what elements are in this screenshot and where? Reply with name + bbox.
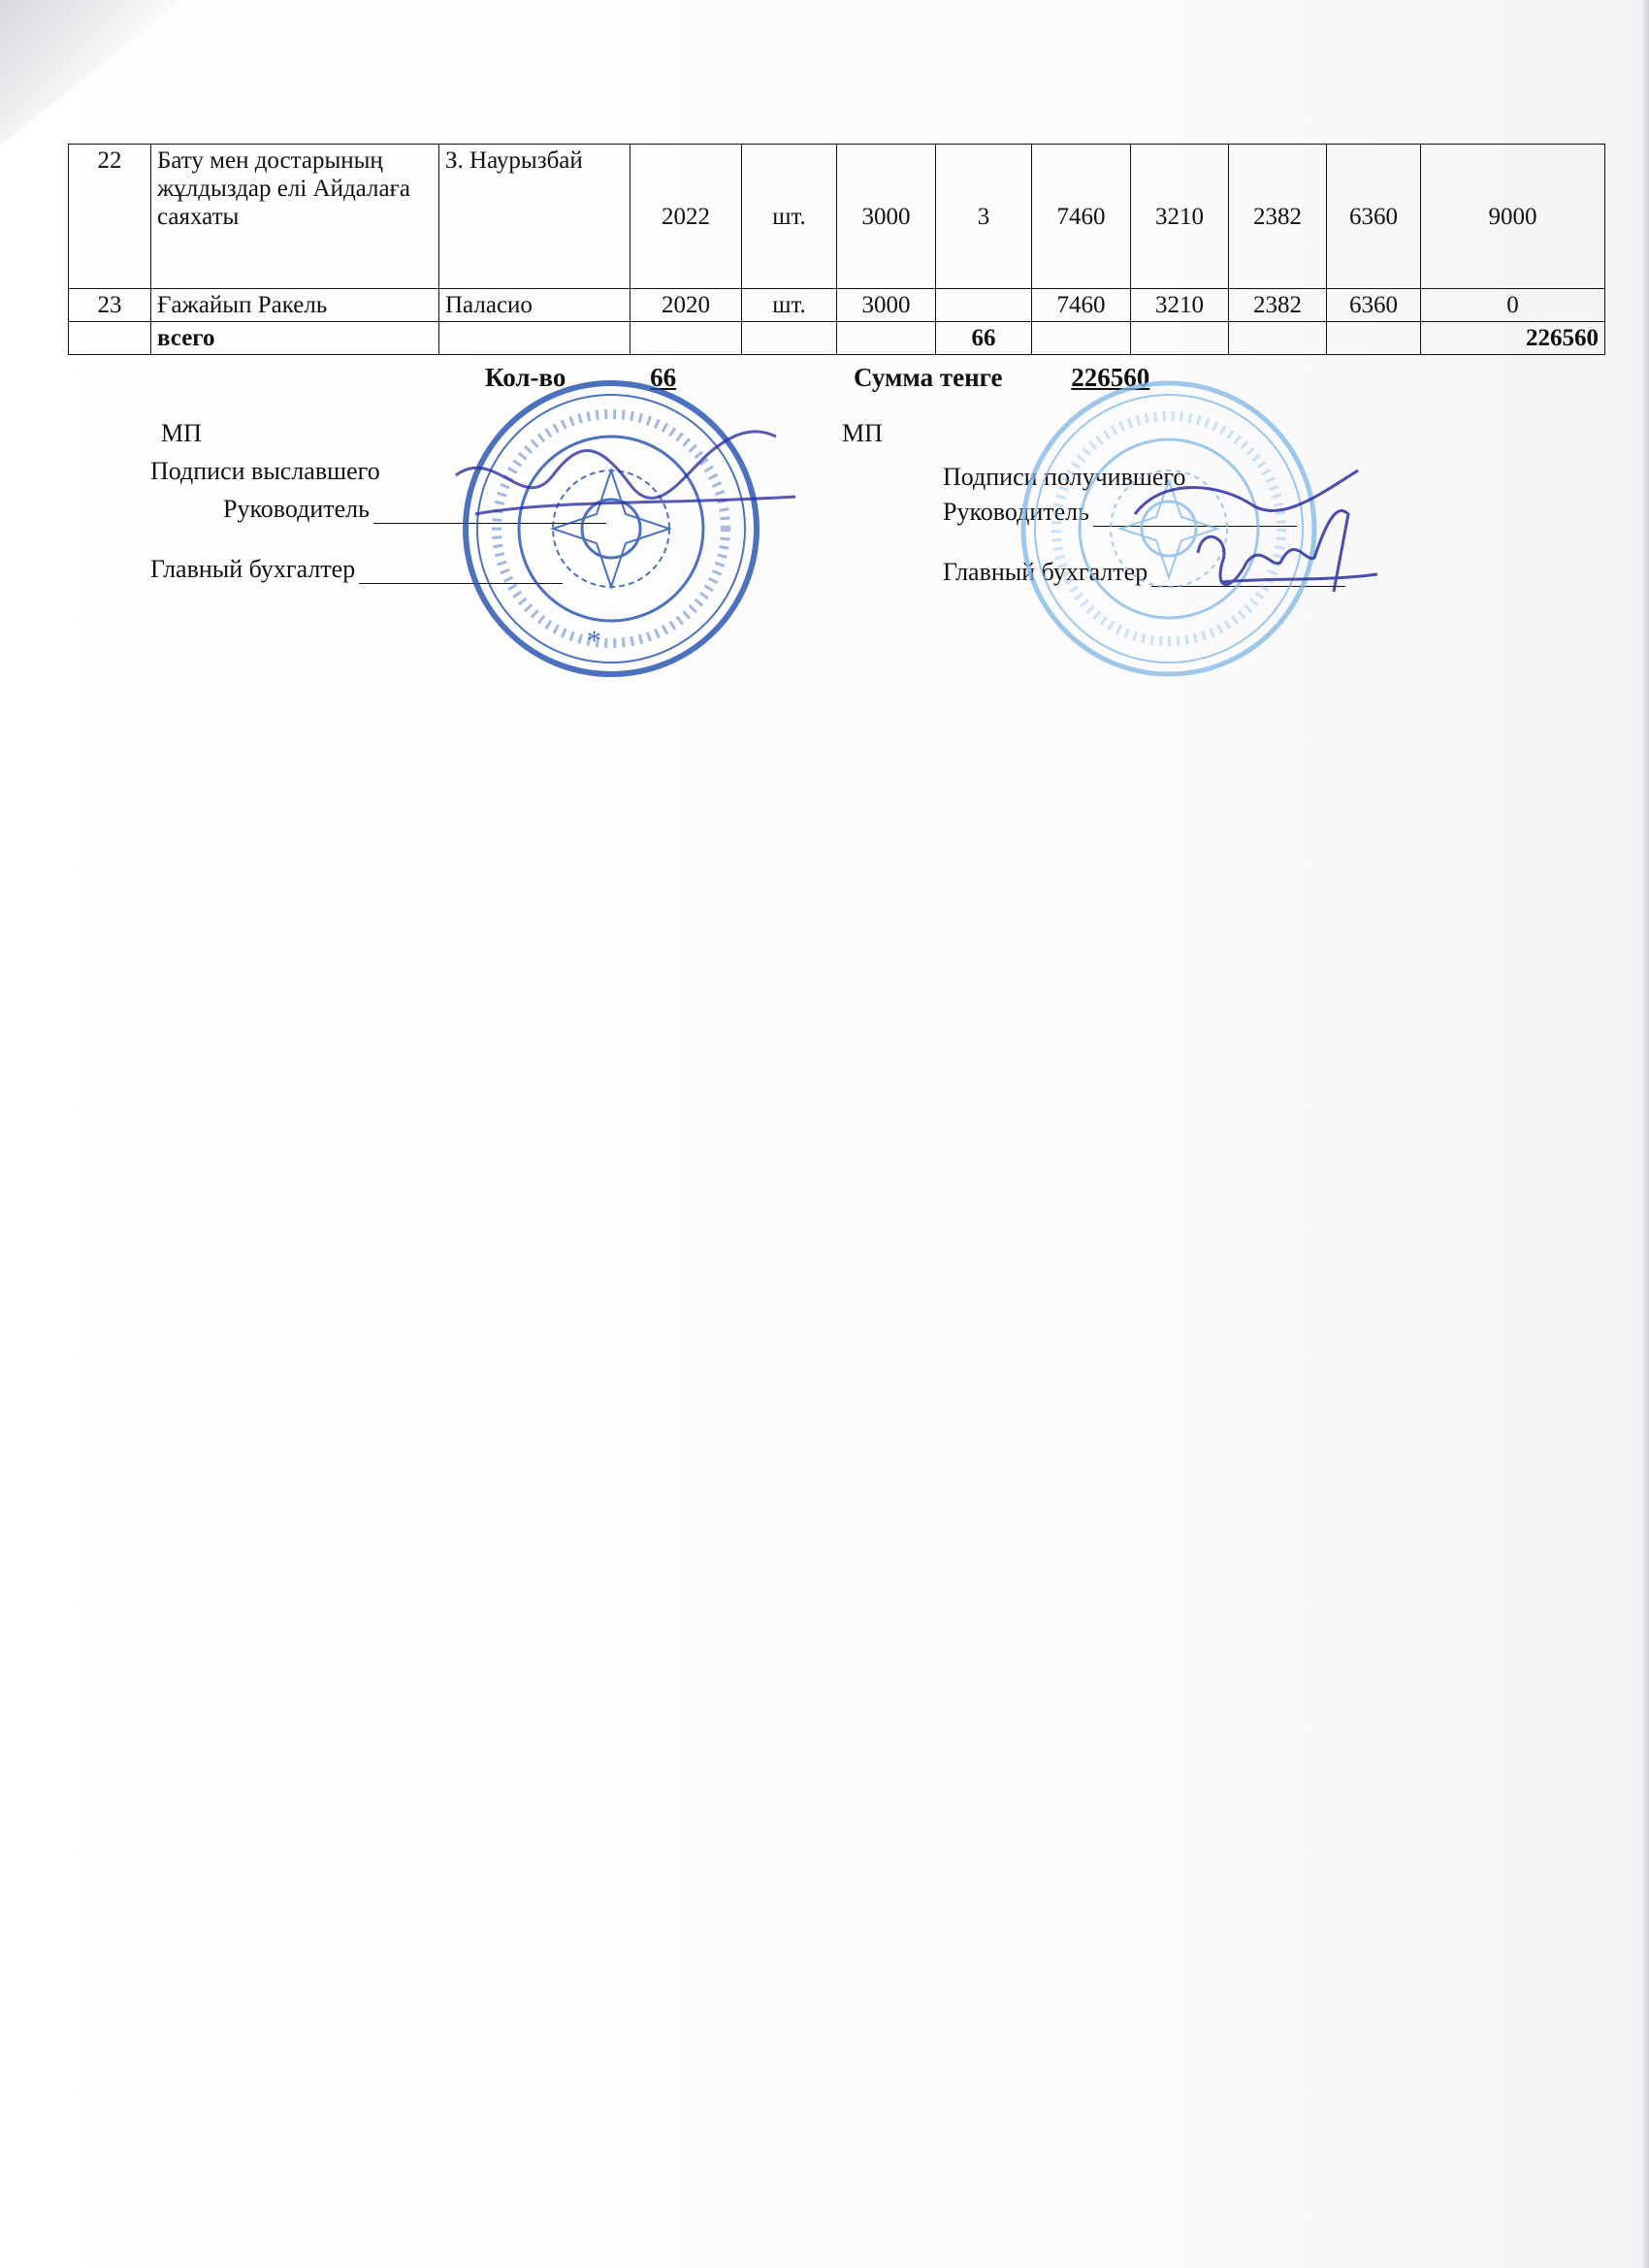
- receiver-director-label: Руководитель: [943, 498, 1089, 526]
- sender-signatures-label: Подписи выславшего: [150, 457, 380, 485]
- book-price: 3000: [837, 145, 936, 289]
- sender-signature: [436, 407, 805, 563]
- book-year: 2022: [630, 145, 742, 289]
- amount-label: Сумма тенге: [854, 363, 1003, 392]
- book-code-3: 2382: [1229, 145, 1327, 289]
- book-unit: шт.: [742, 145, 837, 289]
- book-table: [68, 144, 1605, 355]
- book-quantity: [936, 289, 1032, 322]
- book-sum: 0: [1421, 289, 1605, 322]
- receiver-signature: [1106, 446, 1397, 650]
- sender-accountant-label: Главный бухгалтер: [150, 555, 356, 583]
- row-number: 23: [69, 289, 151, 322]
- receiver-accountant-label: Главный бухгалтер: [943, 558, 1148, 586]
- quantity-value: 66: [650, 363, 677, 392]
- book-code-4: 6360: [1327, 289, 1421, 322]
- sender-director-label: Руководитель: [223, 495, 370, 523]
- book-code-4: 6360: [1327, 145, 1421, 289]
- receiver-mp: МП: [842, 419, 883, 447]
- book-title: Бату мен достарының жұлдыздар елі Айдалаға саяхаты: [151, 145, 439, 289]
- row-number: 22: [69, 145, 151, 289]
- total-row: [69, 322, 1605, 355]
- amount-value: 226560: [1071, 363, 1150, 392]
- book-sum: 9000: [1421, 145, 1605, 289]
- book-code-1: 7460: [1032, 145, 1131, 289]
- total-quantity: 66: [936, 322, 1032, 355]
- book-title: Ғажайып Ракель: [151, 289, 439, 322]
- quantity-label: Кол-во: [485, 363, 566, 392]
- book-code-2: 3210: [1131, 145, 1229, 289]
- book-quantity: 3: [936, 145, 1032, 289]
- book-code-2: 3210: [1131, 289, 1229, 322]
- book-code-3: 2382: [1229, 289, 1327, 322]
- sender-mp: МП: [161, 419, 202, 447]
- total-label: всего: [151, 322, 439, 355]
- book-author: З. Наурызбай: [439, 145, 630, 289]
- table-row: [69, 289, 1605, 322]
- total-sum: 226560: [1421, 322, 1605, 355]
- scan-edge: [1641, 0, 1649, 2268]
- svg-text:*: *: [587, 625, 601, 657]
- table-row: [69, 145, 1605, 289]
- book-price: 3000: [837, 289, 936, 322]
- receiver-signatures-label: Подписи получившего: [943, 463, 1186, 491]
- book-unit: шт.: [742, 289, 837, 322]
- book-author: Паласио: [439, 289, 630, 322]
- book-year: 2020: [630, 289, 742, 322]
- book-code-1: 7460: [1032, 289, 1131, 322]
